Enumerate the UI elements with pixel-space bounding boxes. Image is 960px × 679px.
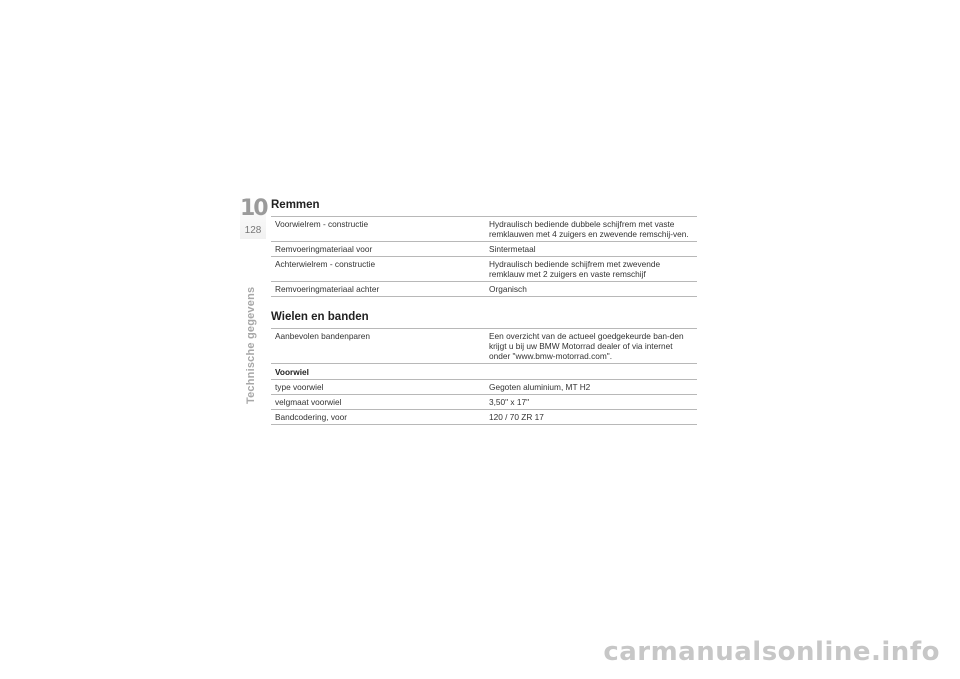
table-subheading-row	[271, 364, 697, 380]
front-wheel-subheading: Voorwiel	[271, 364, 697, 380]
row-value: 3,50" x 17"	[485, 395, 697, 410]
row-value: Hydraulisch bediende schijfrem met zwevende remklauw met 2 zuigers en vaste remschijf	[485, 257, 697, 282]
row-label: Remvoeringmateriaal voor	[271, 242, 485, 257]
row-label: velgmaat voorwiel	[271, 395, 485, 410]
table-row	[271, 410, 697, 425]
row-value: 120 / 70 ZR 17	[485, 410, 697, 425]
table-row	[271, 380, 697, 395]
table-row	[271, 257, 697, 282]
brakes-table	[271, 216, 697, 297]
row-label: Aanbevolen bandenparen	[271, 329, 485, 364]
row-value: Sintermetaal	[485, 242, 697, 257]
table-row	[271, 217, 697, 242]
page-number: 128	[244, 225, 262, 236]
row-label: Remvoeringmateriaal achter	[271, 282, 485, 297]
brakes-heading: Remmen	[271, 199, 320, 211]
table-row	[271, 282, 697, 297]
wheels-heading: Wielen en banden	[271, 311, 369, 323]
row-label: Voorwielrem - constructie	[271, 217, 485, 242]
row-value: Organisch	[485, 282, 697, 297]
row-label: type voorwiel	[271, 380, 485, 395]
table-row	[271, 329, 697, 364]
chapter-number: 10	[240, 196, 267, 221]
row-value: Gegoten aluminium, MT H2	[485, 380, 697, 395]
table-row	[271, 242, 697, 257]
row-label: Bandcodering, voor	[271, 410, 485, 425]
table-row	[271, 395, 697, 410]
chapter-title: Technische gegevens	[245, 286, 257, 404]
wheels-table	[271, 328, 697, 425]
row-value: Een overzicht van de actueel goedgekeurde ban-den krijgt u bij uw BMW Motorrad dealer of via internet onder "www.bmw-motorrad.com".	[485, 329, 697, 364]
row-value: Hydraulisch bediende dubbele schijfrem met vaste remklauwen met 4 zuigers en zwevende remschij-ven.	[485, 217, 697, 242]
page-content	[271, 198, 697, 425]
row-label: Achterwielrem - constructie	[271, 257, 485, 282]
site-watermark: carmanualsonline.info	[603, 637, 940, 667]
